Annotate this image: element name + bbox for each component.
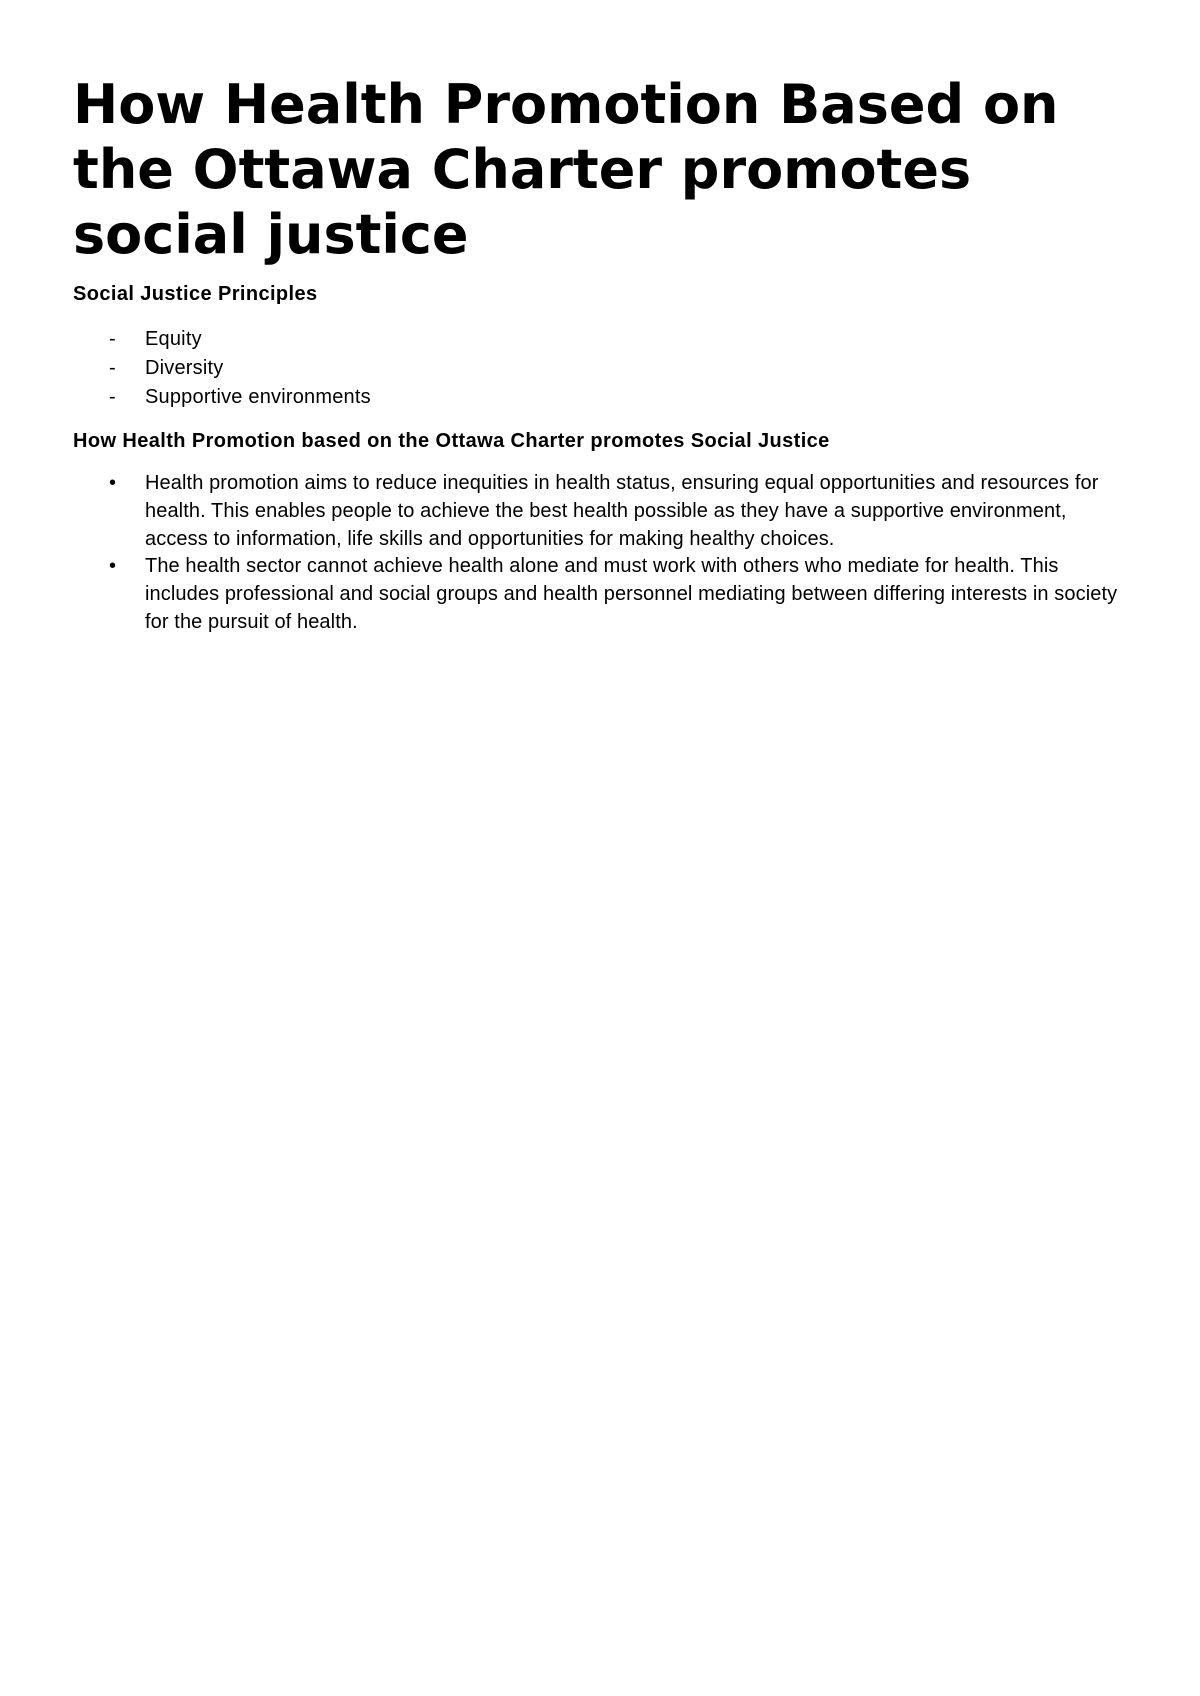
list-item-text: Health promotion aims to reduce inequities in health status, ensuring equal opportunities and resources for health. This enables people to achieve the best health possible as they have a supportive environment, access to information, life skills and opportunities for making healthy choices.: [145, 472, 1099, 550]
list-item-text: Supportive environments: [145, 386, 371, 408]
section-heading-ottawa-charter: How Health Promotion based on the Ottawa Charter promotes Social Justice: [73, 430, 830, 452]
bullet-marker: •: [109, 555, 117, 578]
list-item: [73, 325, 1133, 354]
list-item-text: The health sector cannot achieve health alone and must work with others who mediate for health. This includes professional and social groups and health personnel mediating between differing interests in society for the pursuit of health.: [145, 555, 1118, 633]
ottawa-charter-list: [73, 470, 1133, 637]
document-title: How Health Promotion Based on the Ottawa Charter promotes social justice: [73, 73, 1059, 266]
list-item-text: Diversity: [145, 357, 224, 379]
list-item: [73, 553, 1133, 636]
dash-marker: -: [109, 357, 116, 379]
bullet-marker: •: [109, 472, 117, 494]
section-heading-principles: Social Justice Principles: [73, 283, 318, 305]
dash-marker: -: [109, 328, 116, 350]
list-item: [73, 470, 1133, 553]
list-item-text: Equity: [145, 328, 202, 350]
list-item: [73, 354, 1133, 383]
dash-marker: -: [109, 386, 116, 408]
list-item: [73, 383, 1133, 412]
principles-list: [73, 325, 1133, 412]
document-page: [73, 72, 1133, 637]
